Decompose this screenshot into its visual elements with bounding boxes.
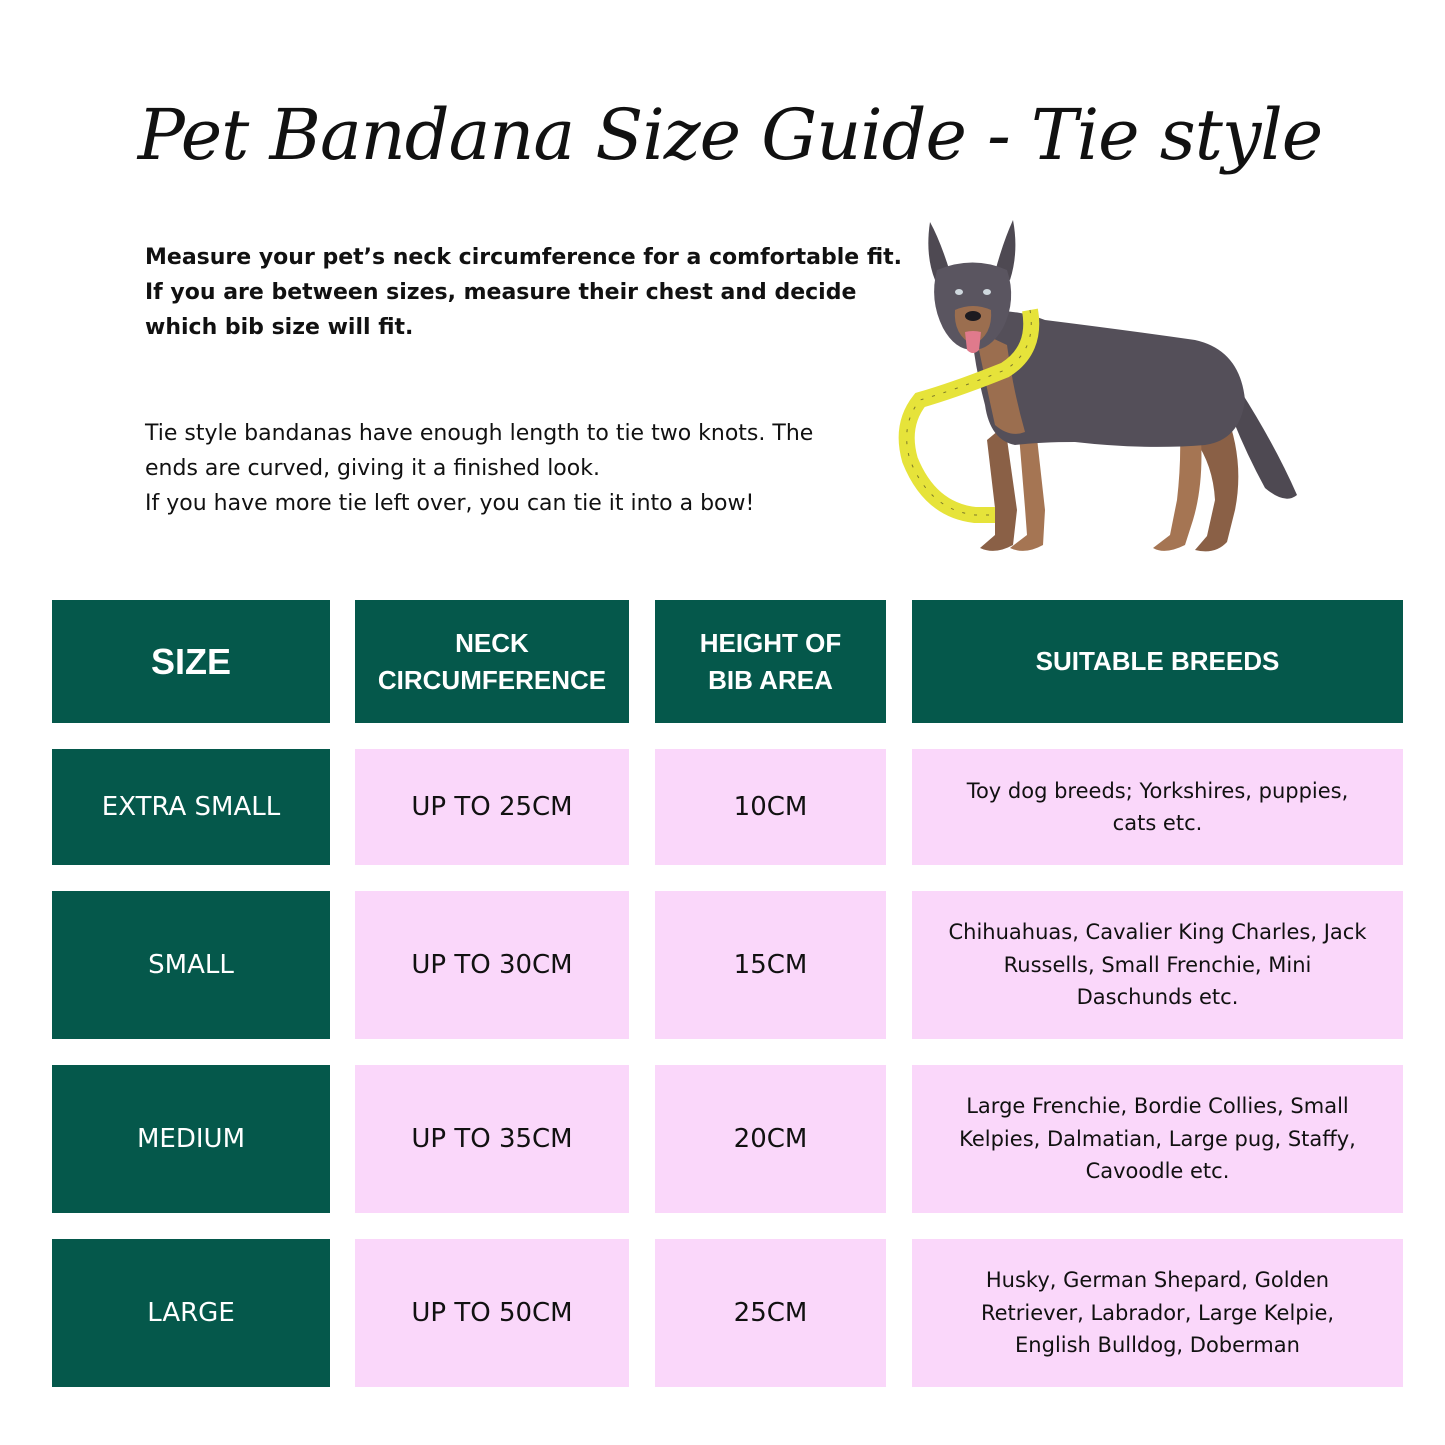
- dog-tongue: [965, 331, 981, 353]
- neck-cell: [355, 891, 629, 1039]
- dog-eye: [955, 289, 963, 295]
- bib-value: 10CM: [733, 792, 808, 822]
- neck-value: UP TO 25CM: [411, 792, 573, 822]
- header-bib-line: HEIGHT OF: [699, 627, 842, 658]
- breeds-cell: [912, 1239, 1403, 1387]
- neck-value: UP TO 35CM: [411, 1124, 573, 1154]
- header-neck-line: CIRCUMFERENCE: [377, 664, 607, 695]
- size-label: LARGE: [147, 1298, 235, 1328]
- size-label: SMALL: [148, 950, 234, 980]
- intro-bold-line: Measure your pet’s neck circumference for a comfortable fit.: [145, 245, 903, 270]
- header-size-label: SIZE: [150, 641, 231, 682]
- neck-value: UP TO 50CM: [411, 1298, 573, 1328]
- breeds-line: Kelpies, Dalmatian, Large pug, Staffy,: [959, 1126, 1356, 1151]
- breeds-line: cats etc.: [1112, 811, 1203, 835]
- bib-value: 15CM: [733, 950, 808, 980]
- bib-value: 25CM: [733, 1298, 808, 1328]
- dog-illustration: [895, 210, 1305, 565]
- bib-cell: [655, 1239, 886, 1387]
- page-title: Pet Bandana Size Guide - Tie style: [137, 94, 1323, 176]
- intro-plain-line: Tie style bandanas have enough length to tie two knots. The: [145, 421, 814, 446]
- intro-bold-text: [145, 240, 903, 345]
- breeds-line: English Bulldog, Doberman: [1015, 1333, 1300, 1358]
- header-neck-line: NECK: [455, 627, 529, 658]
- breeds-line: Toy dog breeds; Yorkshires, puppies,: [966, 778, 1349, 803]
- bib-value: 20CM: [733, 1124, 808, 1154]
- size-cell: [52, 749, 330, 865]
- intro-bold-line: which bib size will fit.: [145, 315, 414, 340]
- intro-plain-line: If you have more tie left over, you can tie it into a bow!: [145, 491, 755, 516]
- dog-eye: [983, 289, 991, 295]
- size-cell: [52, 1065, 330, 1213]
- breeds-line: Husky, German Shepard, Golden: [985, 1268, 1330, 1293]
- breeds-line: Russells, Small Frenchie, Mini: [1003, 952, 1312, 977]
- intro-plain-line: ends are curved, giving it a finished look.: [145, 456, 600, 481]
- breeds-line: Retriever, Labrador, Large Kelpie,: [980, 1300, 1335, 1325]
- header-bib-height: [655, 600, 886, 723]
- breeds-cell: [912, 1065, 1403, 1213]
- bib-cell: [655, 749, 886, 865]
- intro-plain-text: [145, 416, 885, 521]
- size-label: MEDIUM: [136, 1124, 245, 1154]
- neck-cell: [355, 1239, 629, 1387]
- breeds-cell: [912, 891, 1403, 1039]
- bib-cell: [655, 891, 886, 1039]
- header-breeds-label: SUITABLE BREEDS: [1035, 646, 1280, 676]
- breeds-line: Cavoodle etc.: [1085, 1159, 1230, 1184]
- size-cell: [52, 891, 330, 1039]
- intro-bold-line: If you are between sizes, measure their chest and decide: [145, 280, 857, 305]
- dog-nose: [965, 311, 981, 321]
- breeds-line: Large Frenchie, Bordie Collies, Small: [966, 1094, 1349, 1119]
- bib-cell: [655, 1065, 886, 1213]
- header-neck-circumference: [355, 600, 629, 723]
- breeds-line: Chihuahuas, Cavalier King Charles, Jack: [948, 920, 1367, 945]
- breeds-cell: [912, 749, 1403, 865]
- size-label: EXTRA SMALL: [101, 792, 281, 822]
- size-cell: [52, 1239, 330, 1387]
- neck-cell: [355, 1065, 629, 1213]
- neck-value: UP TO 30CM: [411, 950, 573, 980]
- header-bib-line: BIB AREA: [708, 664, 833, 695]
- breeds-line: Daschunds etc.: [1076, 985, 1239, 1010]
- neck-cell: [355, 749, 629, 865]
- header-suitable-breeds: [912, 600, 1403, 723]
- header-size: [52, 600, 330, 723]
